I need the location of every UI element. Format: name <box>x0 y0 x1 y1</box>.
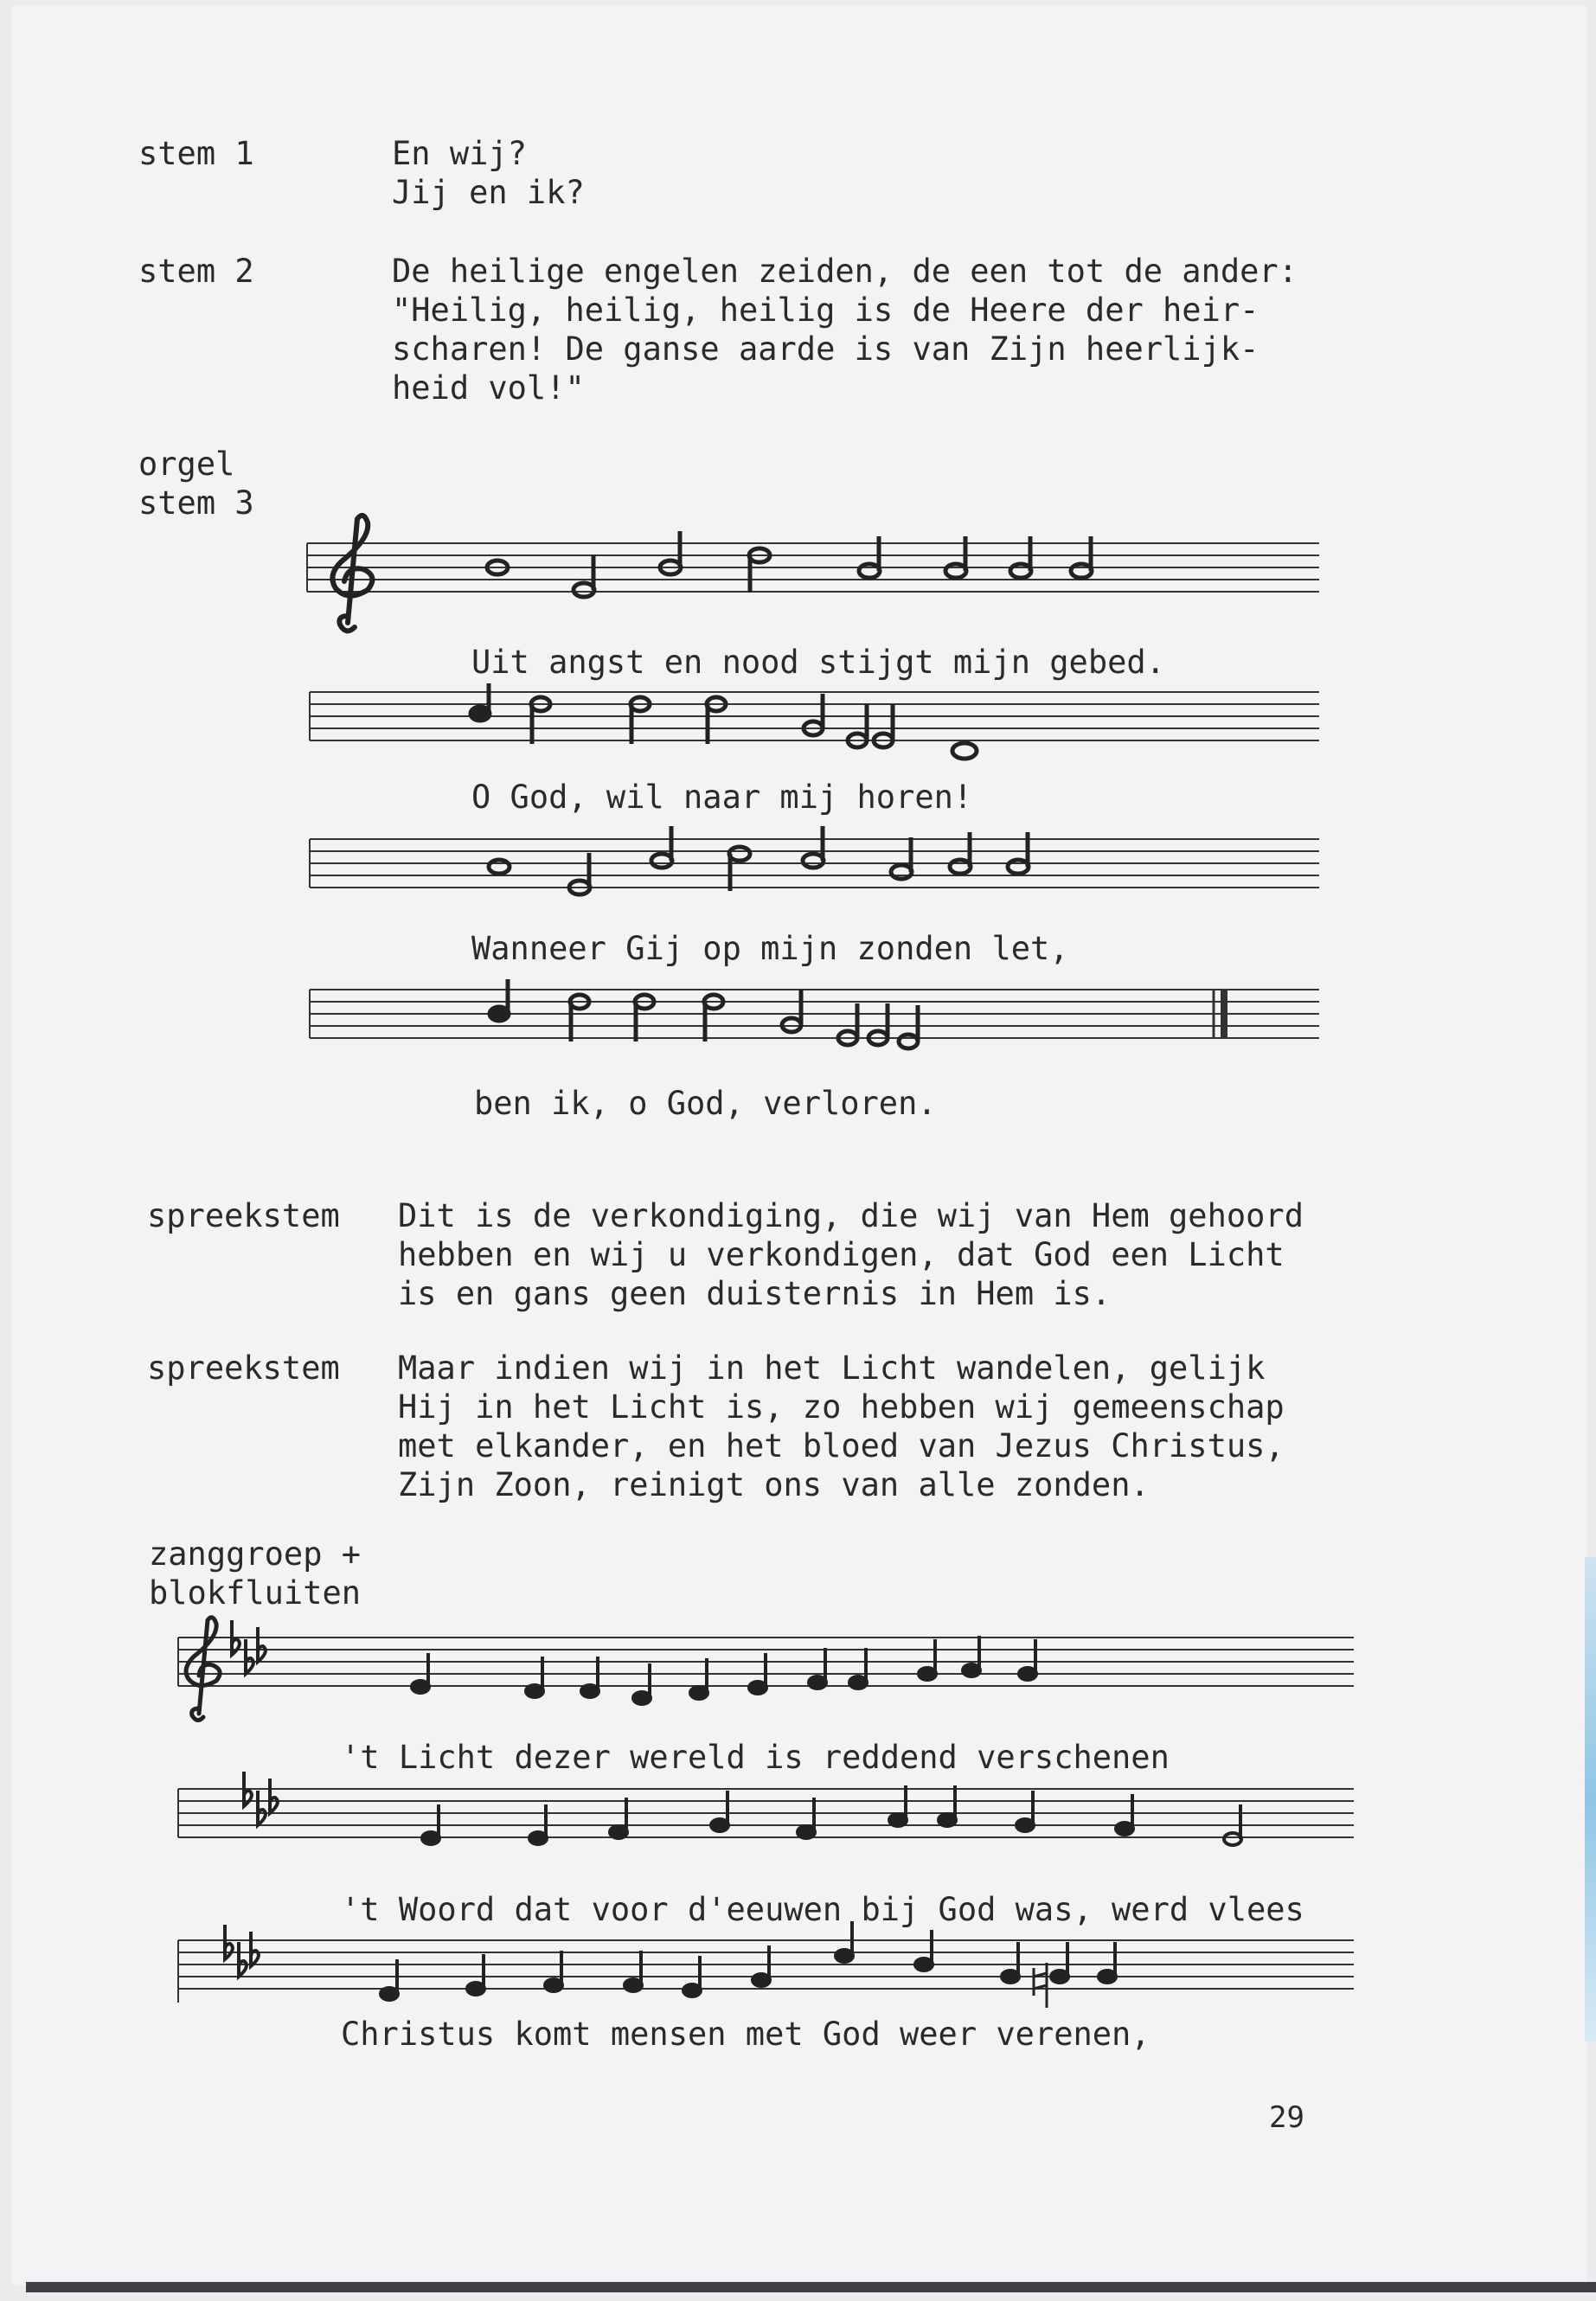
music-staff <box>307 977 1328 1073</box>
music-staff <box>173 1765 1358 1886</box>
text-line: met elkander, en het bloed van Jezus Christus, <box>398 1427 1285 1465</box>
key-signature-flats <box>225 1925 259 1977</box>
text-line: Dit is de verkondiging, die wij van Hem gehoord <box>398 1197 1304 1234</box>
music-staff <box>173 1613 1358 1734</box>
text-line: Hij in het Licht is, zo hebben wij gemeenschap <box>398 1388 1285 1426</box>
text-line: heid vol!" <box>392 369 585 407</box>
speaker-label: stem 2 <box>138 253 254 290</box>
text-line: is en gans geen duisternis in Hem is. <box>398 1275 1112 1312</box>
text-line: Maar indien wij in het Licht wandelen, gelijk <box>398 1349 1266 1387</box>
text-line: Jij en ik? <box>392 174 585 211</box>
lyric-line: ben ik, o God, verloren. <box>474 1085 937 1122</box>
lyric-line: Uit angst en nood stijgt mijn gebed. <box>471 644 1165 681</box>
music-staff <box>307 822 1328 917</box>
lyric-line: O God, wil naar mij horen! <box>471 779 973 816</box>
music-staff <box>303 510 1324 640</box>
book-edge <box>1585 1557 1596 2041</box>
text-line: scharen! De ganse aarde is van Zijn heerlijk- <box>392 330 1259 368</box>
scan-bottom-edge <box>26 2282 1596 2292</box>
lyric-line: Wanneer Gij op mijn zonden let, <box>471 930 1069 967</box>
speaker-label: spreekstem <box>147 1349 340 1387</box>
speaker-label: spreekstem <box>147 1197 340 1234</box>
page-number: 29 <box>1269 2100 1304 2135</box>
lyric-line: 't Woord dat voor d'eeuwen bij God was, werd vlees <box>341 1891 1304 1928</box>
group-label: zanggroep + <box>149 1535 362 1573</box>
text-line: En wij? <box>392 135 527 172</box>
lyric-line: 't Licht dezer wereld is reddend verschenen <box>341 1739 1170 1776</box>
text-line: De heilige engelen zeiden, de een tot de ander: <box>392 253 1298 290</box>
natural-sign <box>1034 1963 1047 2008</box>
speaker-label: stem 1 <box>138 135 254 172</box>
orgel-label: orgel <box>138 445 235 483</box>
treble-clef <box>332 516 372 631</box>
key-signature-flats <box>244 1772 278 1825</box>
group-label: blokfluiten <box>149 1574 362 1612</box>
text-line: Zijn Zoon, reinigt ons van alle zonden. <box>398 1466 1150 1503</box>
stem3-label: stem 3 <box>138 484 254 522</box>
text-line: hebben en wij u verkondigen, dat God een Licht <box>398 1236 1285 1273</box>
text-line: "Heilig, heilig, heilig is de Heere der heir- <box>392 292 1259 329</box>
treble-clef <box>186 1618 220 1721</box>
key-signature-flats <box>232 1620 266 1674</box>
music-staff <box>307 683 1328 779</box>
lyric-line: Christus komt mensen met God weer verenen, <box>341 2016 1151 2053</box>
